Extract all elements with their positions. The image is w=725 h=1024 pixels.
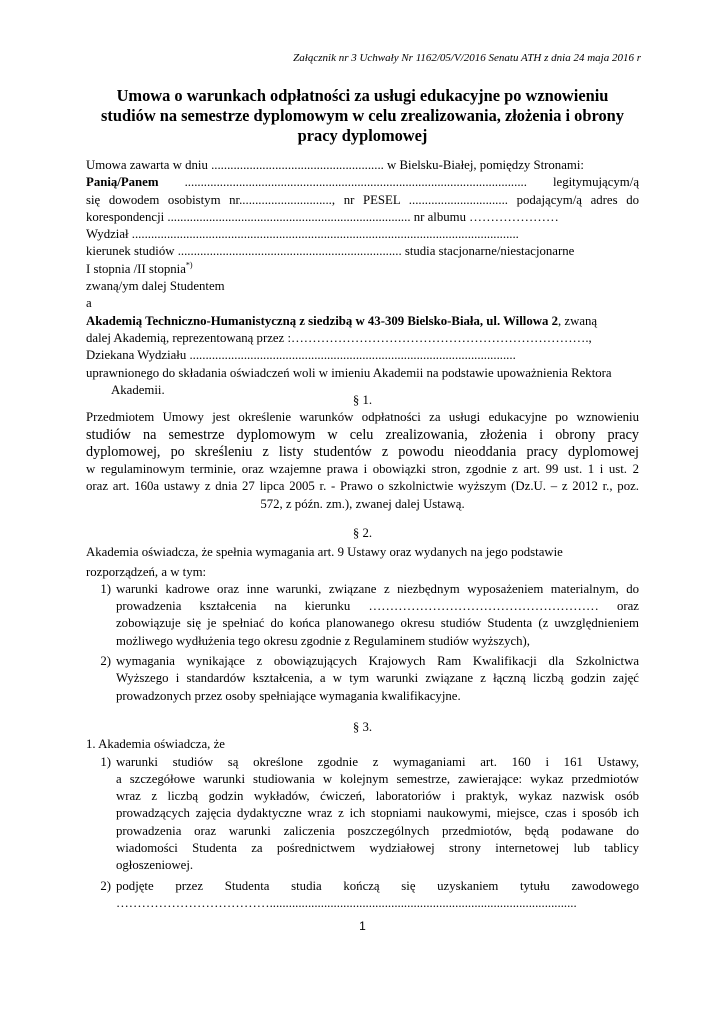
dean-line: Dziekana Wydziału ......................................................................................................: [86, 348, 516, 363]
section-line: Przedmiotem Umowy jest określenie warunków odpłatności za usługi edukacyjne po wznowieniu: [86, 410, 639, 425]
section-line: w regulaminowym terminie, oraz wzajemne prawa i obowiązki stron, zgodnie z art. 99 ust. 1 i ust. 2: [86, 462, 639, 477]
section-heading: § 1.: [352, 393, 373, 407]
list-item: 1) warunki studiów są określone zgodnie z wymaganiami art. 160 i 161 Ustawy, a szczegółowe warunki studiowania w kolejnym semestrze, zawierające: wykaz przedmiotów wraz z liczbą godzin wykładów, ćwiczeń, laboratoriów i praktyk, wykaz nazwisk osób prowadzących zajęcia dydaktyczne wraz z ich stopniami naukowymi, miejsce, czas i sposób ich prowadzenia oraz warunki zaliczenia poszczególnych przedmiotów, będą podawane do wiadomości Studenta za pośrednictwem wydziałowej strony internetowej lub tablicy ogłoszeniowej.: [100, 754, 639, 873]
field-of-study-line: kierunek studiów ...................................................................... studia stacjonarne/niestacjonarne: [86, 244, 575, 259]
section-1: [86, 392, 639, 513]
contract-date-line: Umowa zawarta w dniu ...................................................... w Bielsku-Białej, pomiędzy Stronami:: [86, 158, 584, 172]
parties-section: [86, 157, 639, 399]
section-intro: Akademia oświadcza, że spełnia wymagania art. 9 Ustawy oraz wydanych na jego podstawie: [86, 545, 563, 560]
section-heading: § 2.: [352, 526, 373, 540]
section-2: [86, 525, 639, 705]
authorization-line: uprawnionego do składania oświadczeń woli w imieniu Akademii na podstawie upoważnienia Rektora: [86, 365, 612, 380]
section-intro: rozporządzeń, a w tym:: [86, 564, 207, 579]
list-item: 1) warunki kadrowe oraz inne warunki, związane z niezbędnym wyposażeniem materialnym, do prowadzenia kształcenia na kierunku ……………………………………………… oraz zobowiązuje się je spełniać do końca planowanego okresu studiów Studenta (z uwzględnieniem możliwego wydłużenia tego okresu zgodnie z Regulaminem studiów wyższych),: [100, 581, 639, 648]
document-title: [86, 86, 639, 146]
title-line: pracy dyplomowej: [297, 126, 428, 145]
section-line: dyplomowej, po skreśleniu z listy studentów z powodu nieoddania pracy dyplomowej: [86, 443, 639, 460]
section-heading: § 3.: [352, 720, 373, 734]
title-line: studiów na semestrze dyplomowym w celu zrealizowania, złożenia i obrony: [101, 106, 624, 125]
page-number: 1: [359, 919, 366, 933]
faculty-line: Wydział .........................................................................................................................: [86, 227, 519, 242]
student-name-line: Panią/Panem ........................................................................................................... legitymującym/ą: [86, 175, 639, 190]
title-line: Umowa o warunkach odpłatności za usługi edukacyjne po wznowieniu: [116, 86, 609, 105]
academy-name: Akademią Techniczno-Humanistyczną z siedzibą w 43-309 Bielsko-Biała, ul. Willowa 2: [86, 313, 558, 328]
section-line: oraz art. 160a ustawy z dnia 27 lipca 2005 r. - Prawo o szkolnictwie wyższym (Dz.U. – z 2012 r., poz.: [86, 479, 639, 494]
authorization-line-end: Akademii.: [111, 382, 165, 397]
address-album-line: korespondencji ............................................................................ nr albumu …………………: [86, 209, 559, 224]
degree-level-line: I stopnia /II stopnia*): [86, 260, 193, 276]
list-item: 2) wymagania wynikające z obowiązujących Krajowych Ram Kwalifikacji dla Szkolnictwa Wyższego i standardów kształcenia, a w tym warunki związane z łączną liczbą godzin zajęć prowadzonych przez osoby spełniające wymagania kwalifikacyjne.: [100, 654, 639, 703]
section-intro: 1. Akademia oświadcza, że: [86, 737, 225, 752]
academy-line: Akademią Techniczno-Humanistyczną z siedzibą w 43-309 Bielsko-Biała, ul. Willowa 2, zwaną: [86, 313, 598, 328]
section-line: studiów na semestrze dyplomowym w celu zrealizowania, złożenia i obrony pracy: [86, 426, 639, 443]
section-3: [86, 719, 639, 912]
student-definition-line: zwaną/ym dalej Studentem: [86, 279, 225, 294]
representative-line: dalej Akademią, reprezentowaną przez :…………………………………………………………….,: [86, 330, 592, 345]
conjunction-line: a: [86, 296, 92, 311]
attachment-header: Załącznik nr 3 Uchwały Nr 1162/05/V/2016 Senatu ATH z dnia 24 maja 2016 r: [293, 52, 641, 64]
list-item: 2) podjęte przez Studenta studia kończą się uzyskaniem tytułu zawodowego ………………………………................................................................................................: [100, 878, 639, 910]
section-line: 572, z późn. zm.), zwanej dalej Ustawą.: [260, 496, 465, 511]
id-pesel-line: się dowodem osobistym nr............................., nr PESEL ............................... podającym/ą adres do: [86, 192, 639, 207]
student-label: Panią/Panem: [86, 175, 159, 190]
